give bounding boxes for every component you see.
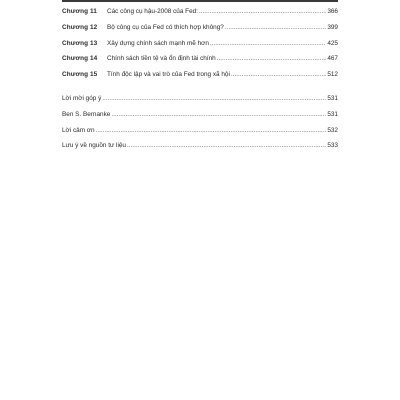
page-number: 467: [327, 55, 338, 63]
dot-leader: [199, 4, 326, 20]
chapter-label: Chương 11: [62, 8, 97, 15]
page-number: 531: [327, 110, 338, 118]
entry-title: Ben S. Bernanke: [62, 110, 111, 118]
toc-row-chapter-15: [62, 67, 338, 83]
toc-row-end-matter: [62, 123, 338, 139]
entry-title: Lời cảm ơn: [62, 126, 95, 134]
chapter-title: Chính sách tiền tệ và ổn định tài chính: [107, 55, 216, 63]
dot-leader: [102, 91, 326, 107]
chapter-title: Tính độc lập và vai trò của Fed trong xã hội: [107, 71, 230, 79]
dot-leader: [225, 20, 327, 36]
chapter-label: Chương 14: [62, 55, 98, 63]
dot-leader: [210, 36, 326, 52]
dot-leader: [231, 67, 326, 83]
chapter-title: Bộ công cụ của Fed có thích hợp không?: [107, 23, 224, 31]
dot-leader: [127, 138, 326, 154]
page-number: 399: [327, 23, 338, 31]
entry-title: Lời mời góp ý: [62, 94, 102, 102]
page-number: 532: [327, 126, 338, 134]
dot-leader: [96, 123, 327, 139]
toc-row-end-matter: [62, 91, 338, 107]
toc-row-end-matter: [62, 107, 338, 123]
chapter-label: Chương 13: [62, 39, 98, 47]
dot-leader: [217, 51, 327, 67]
page-number: 425: [327, 39, 338, 47]
chapter-label: Chương 15: [62, 71, 98, 79]
section-gap: [62, 83, 338, 91]
toc-row-chapter-13: [62, 36, 338, 52]
table-of-contents: [62, 4, 338, 154]
entry-title: Lưu ý về nguồn tư liệu: [62, 142, 126, 150]
toc-row-chapter-14: [62, 51, 338, 67]
chapter-title: Xây dựng chính sách mạnh mẽ hơn: [107, 39, 209, 47]
top-text-fragment: [62, 0, 338, 2]
toc-row-end-matter: [62, 138, 338, 154]
page-number: 531: [327, 94, 338, 102]
page-number: 366: [327, 8, 338, 15]
chapter-label: Chương 12: [62, 23, 98, 31]
toc-row-chapter-11: [62, 4, 338, 20]
page-number: 512: [327, 71, 338, 79]
toc-row-chapter-12: [62, 20, 338, 36]
page-number: 533: [327, 142, 338, 150]
dot-leader: [111, 107, 326, 123]
chapter-title: Các công cụ hậu-2008 của Fed:: [107, 8, 198, 15]
